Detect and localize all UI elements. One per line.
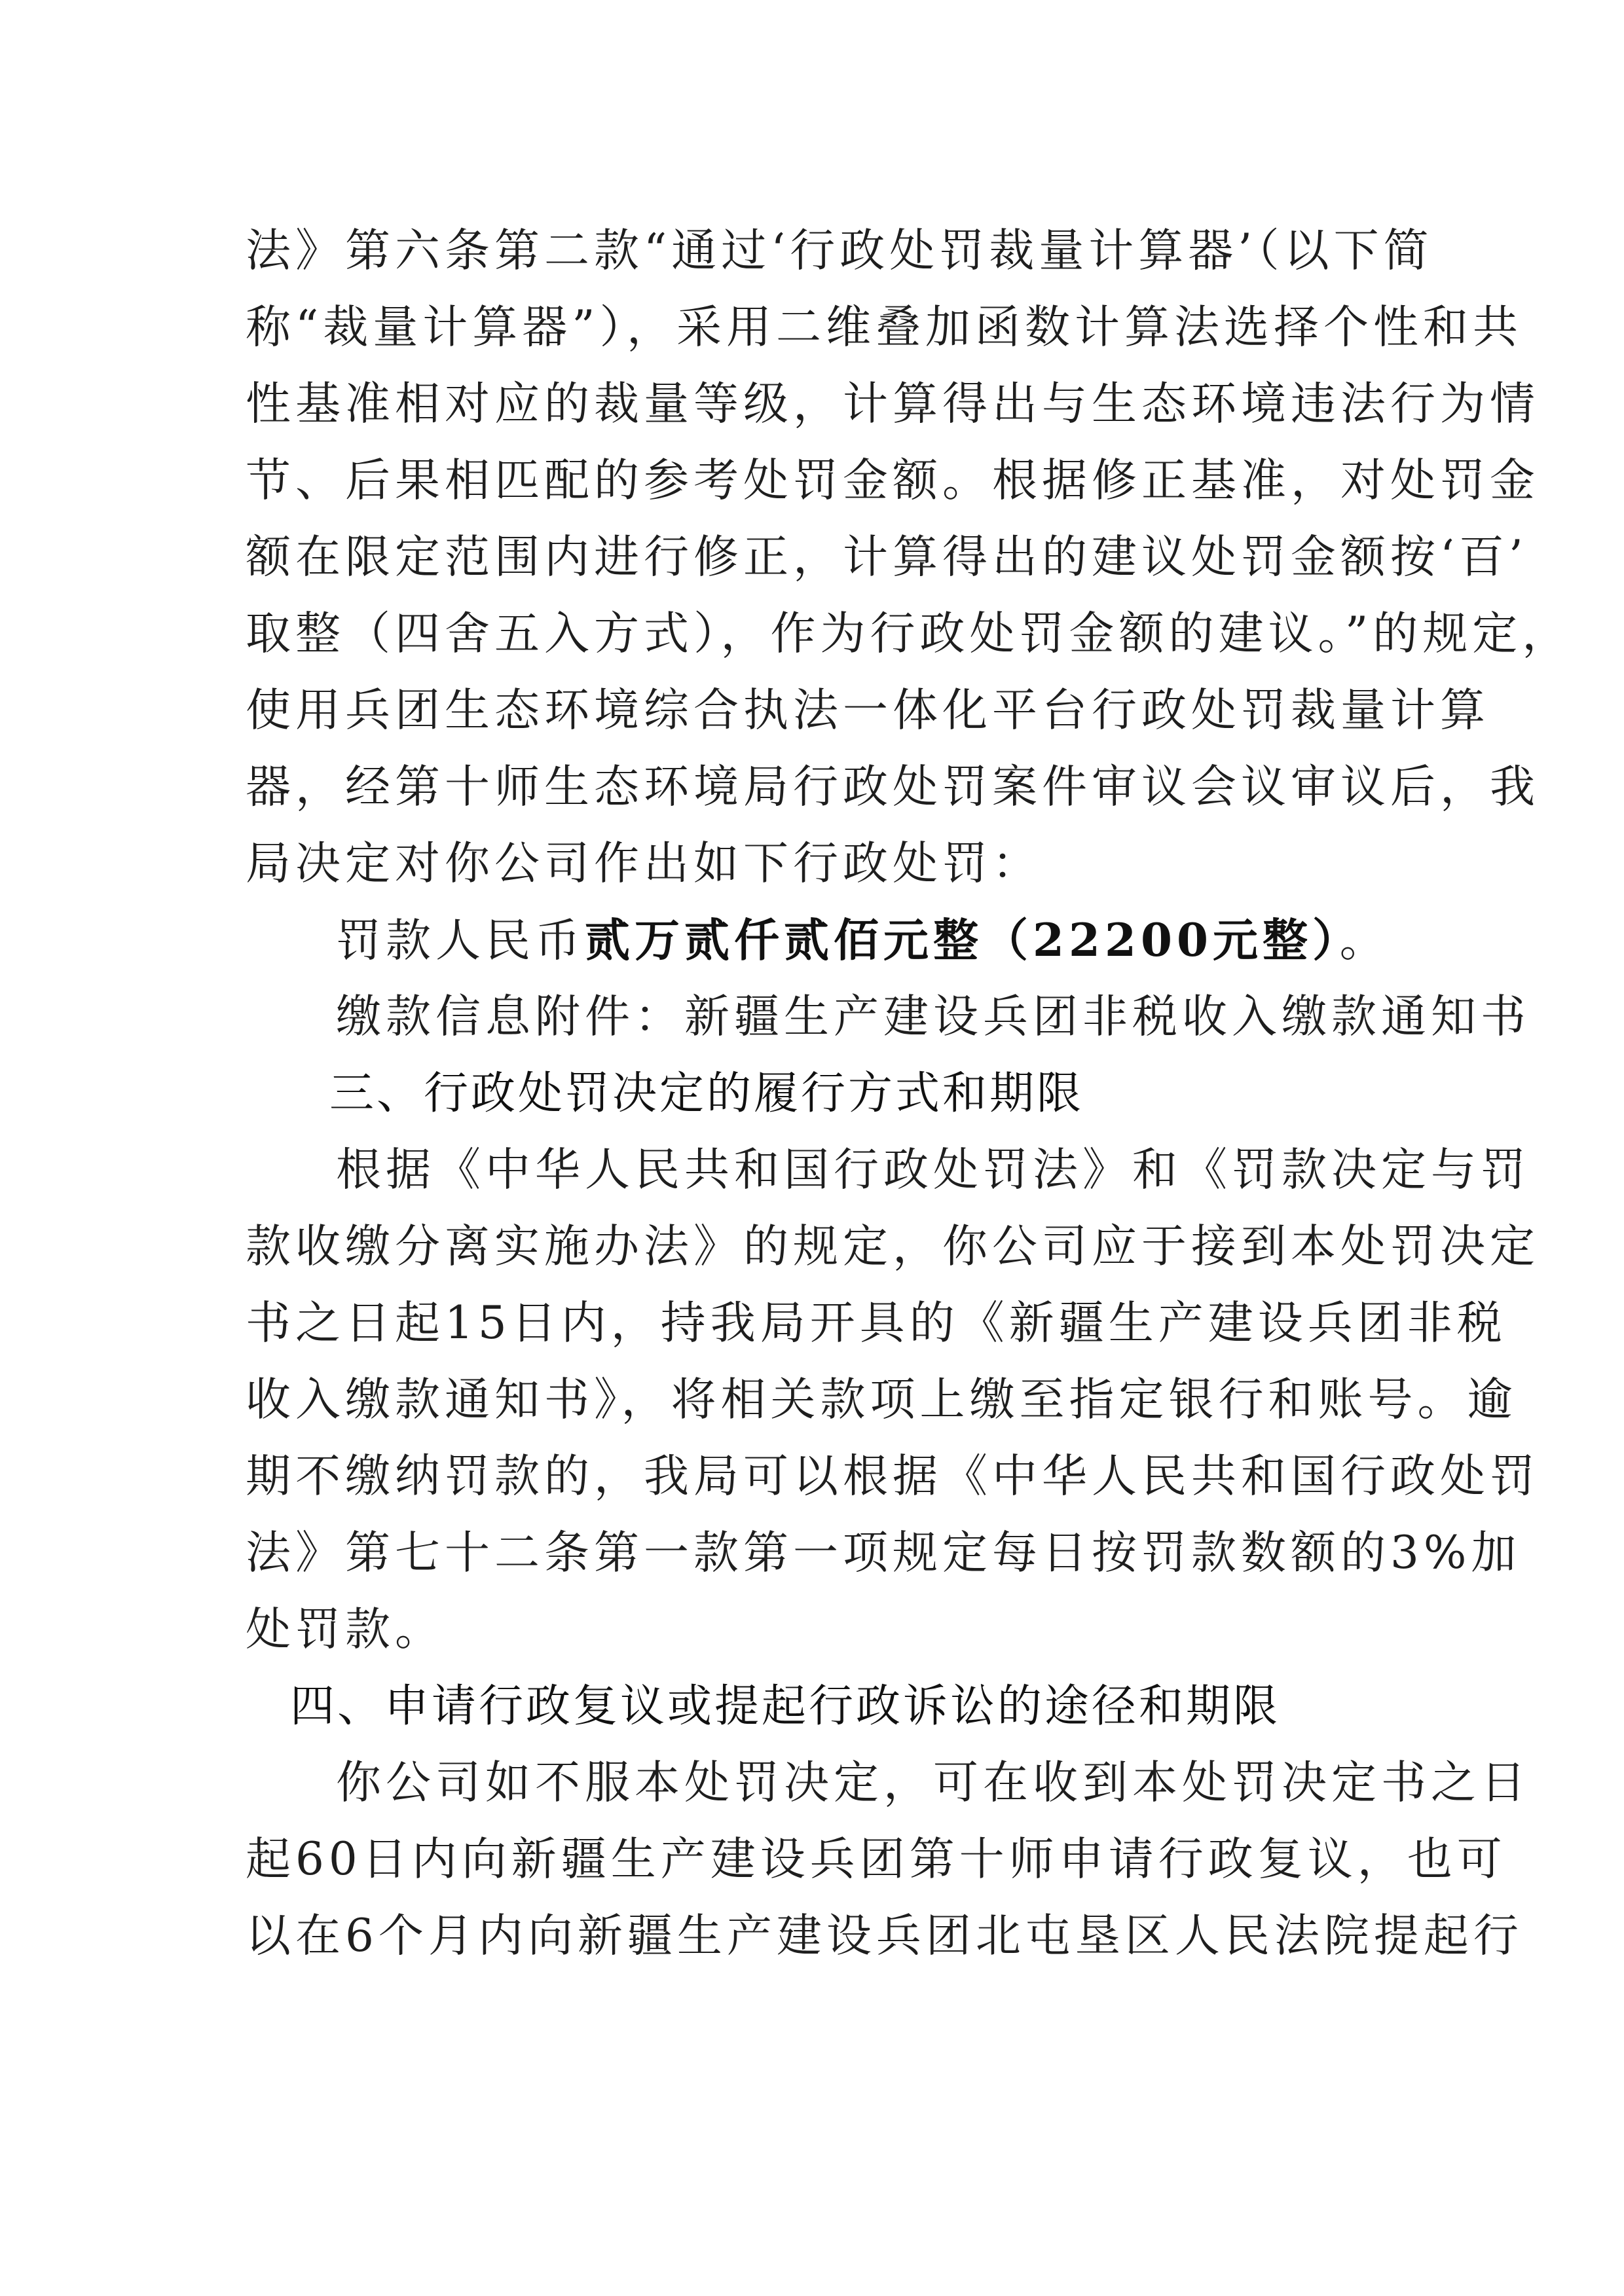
paragraph-line: 取整（四舍五入方式），作为行政处罚金额的建议。”的规定， <box>246 608 1572 660</box>
paragraph-line: 法》第六条第二款“通过‘行政处罚裁量计算器’（以下简 <box>246 225 1433 277</box>
section-3-heading: 三、行政处罚决定的履行方式和期限 <box>329 1068 1084 1120</box>
section-4-heading: 四、申请行政复议或提起行政诉讼的途径和期限 <box>290 1681 1281 1732</box>
paragraph-line: 性基准相对应的裁量等级，计算得出与生态环境违法行为情 <box>246 378 1540 430</box>
fine-prefix: 罚款人民币 <box>336 915 585 967</box>
section-3-line: 期不缴纳罚款的，我局可以根据《中华人民共和国行政处罚 <box>246 1450 1540 1503</box>
paragraph-line: 器，经第十师生态环境局行政处罚案件审议会议审议后，我 <box>246 761 1540 813</box>
section-4-line: 你公司如不服本处罚决定，可在收到本处罚决定书之日 <box>336 1757 1530 1809</box>
section-3-line: 处罚款。 <box>246 1603 445 1656</box>
fine-suffix: 。 <box>1339 915 1390 967</box>
section-3-line: 书之日起15日内，持我局开具的《新疆生产建设兵团非税 <box>246 1297 1507 1349</box>
section-3-line: 款收缴分离实施办法》的规定，你公司应于接到本处罚决定 <box>246 1220 1540 1273</box>
fine-amount: 贰万贰仟贰佰元整（22200元整） <box>585 914 1340 967</box>
payment-note: 缴款信息附件：新疆生产建设兵团非税收入缴款通知书 <box>336 991 1530 1043</box>
paragraph-line: 节、后果相匹配的参考处罚金额。根据修正基准，对处罚金 <box>246 454 1540 507</box>
paragraph-line: 局决定对你公司作出如下行政处罚： <box>246 837 1042 890</box>
paragraph-line: 额在限定范围内进行修正，计算得出的建议处罚金额按‘百’ <box>246 531 1528 583</box>
fine-line <box>246 902 1390 979</box>
section-4-line: 起60日内向新疆生产建设兵团第十师申请行政复议，也可 <box>246 1833 1507 1886</box>
section-3-line: 收入缴款通知书》，将相关款项上缴至指定银行和账号。逾 <box>246 1374 1517 1426</box>
section-3-line: 根据《中华人民共和国行政处罚法》和《罚款决定与罚 <box>336 1144 1530 1196</box>
document-body <box>246 213 1572 1975</box>
paragraph-line: 使用兵团生态环境综合执法一体化平台行政处罚裁量计算 <box>246 684 1490 737</box>
section-3-line: 法》第七十二条第一款第一项规定每日按罚款数额的3%加 <box>246 1527 1521 1579</box>
section-4-line: 以在6个月内向新疆生产建设兵团北屯垦区人民法院提起行 <box>246 1910 1523 1962</box>
paragraph-line: 称“裁量计算器”），采用二维叠加函数计算法选择个性和共 <box>246 301 1523 354</box>
